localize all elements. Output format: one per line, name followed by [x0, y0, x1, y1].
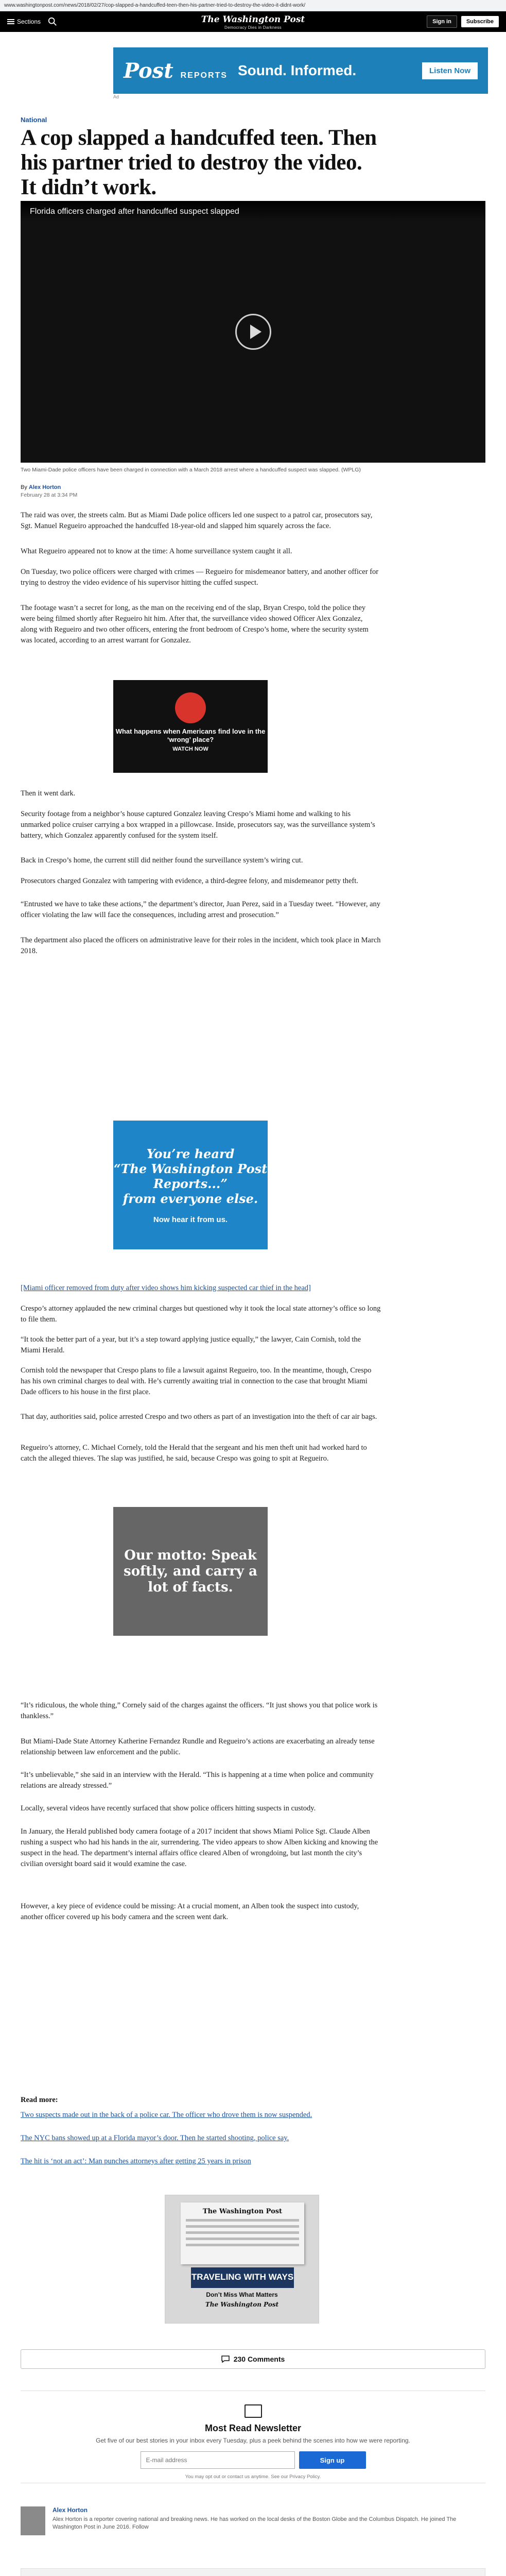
main-video-player[interactable] — [21, 201, 485, 463]
ad-text: Our motto: Speak softly, and carry a lot of facts. — [124, 1547, 257, 1595]
newsletter-signup-button[interactable]: Sign up — [299, 2451, 366, 2469]
top-banner-ad[interactable] — [113, 47, 488, 94]
envelope-icon — [245, 2404, 262, 2418]
watch-now-link[interactable]: WATCH NOW — [172, 746, 208, 752]
paragraph: The footage wasn’t a secret for long, as the man on the receiving end of the slap, Bryan Crespo, told the police they were being filmed shortly after Regueiro hit him. After that, the surveillance video showed Officer Alex Gonzalez, along with Regueiro and two other officers, entering the front bedroom of Crespo’s home, where the security system was located, according to an arrest warrant for Gonzalez. — [21, 604, 369, 645]
ad-copy: Sound. Informed. — [237, 62, 357, 78]
site-header — [0, 11, 506, 32]
read-more-link-text[interactable]: Two suspects made out in the back of a police car. The officer who drove them is now suspended. — [21, 2111, 312, 2119]
ad-logo-suffix: REPORTS — [180, 71, 228, 80]
read-more-link[interactable] — [21, 2156, 381, 2167]
inline-video-title: What happens when Americans find love in the ‘wrong’ place? — [115, 727, 266, 743]
article-headline: A cop slapped a handcuffed teen. Then his partner tried to destroy the video. It didn’t work. — [21, 126, 377, 199]
author-bio — [21, 2506, 485, 2548]
inline-video-promo[interactable] — [113, 680, 268, 773]
browser-address-bar[interactable] — [0, 0, 506, 11]
ad-line: “The Washington Post Reports...” — [113, 1161, 268, 1191]
ad-cta[interactable]: Now hear it from us. — [153, 1215, 228, 1224]
paper-masthead: The Washington Post — [202, 2208, 283, 2215]
paragraph: However, a key piece of evidence could be missing: At a crucial moment, an Alben took the suspect into custody, another officer covered up his body camera and the screen went dark. — [21, 1902, 359, 1921]
newspaper-image — [181, 2202, 304, 2264]
paragraph: Crespo’s attorney applauded the new criminal charges but questioned why it took the local state attorney’s office so long to file them. — [21, 1304, 381, 1324]
paragraph: But Miami-Dade State Attorney Katherine Fernandez Rundle and Regueiro’s actions are exacerbating an already tense relationship between law enforcement and the public. — [21, 1737, 375, 1756]
sections-label: Sections — [17, 18, 41, 25]
byline-prefix: By — [21, 484, 27, 490]
house-ad-blue[interactable] — [113, 1121, 268, 1249]
paragraph: Then it went dark. — [21, 789, 76, 798]
comments-label: 230 Comments — [233, 2355, 285, 2363]
author-bio-text: Alex Horton is a reporter covering national and breaking news. He has worked on the local desks of the Boston Globe and the Columbus Dispatch. He joined The Washington Post in June 2016. Follow — [53, 2516, 457, 2530]
subscription-support-box — [21, 2568, 485, 2576]
tagline: Democracy Dies in Darkness — [224, 25, 282, 30]
author-photo — [21, 2506, 45, 2535]
paragraph: “It’s ridiculous, the whole thing,” Cornely said of the charges against the officers. “It just shows you that police work is thankless.” — [21, 1701, 378, 1720]
promo-brand: The Washington Post — [205, 2301, 279, 2308]
sections-button[interactable] — [7, 18, 41, 25]
video-title: Florida officers charged after handcuffed suspect slapped — [21, 201, 485, 222]
read-more-heading: Read more: — [21, 2096, 58, 2104]
comments-button[interactable] — [21, 2349, 485, 2369]
paragraph: Back in Crespo’s home, the current still did neither found the surveillance system’s wiring cut. — [21, 856, 303, 865]
email-field[interactable] — [141, 2451, 295, 2469]
read-more-link-text[interactable]: The hit is ‘not an act’: Man punches attorneys after getting 25 years in prison — [21, 2157, 251, 2165]
promo-band: TRAVELING WITH WAYS — [191, 2267, 294, 2288]
video-caption: Two Miami-Dade police officers have been charged in connection with a March 2018 arrest where a handcuffed suspect was slapped. (WPLG) — [21, 467, 361, 473]
ad-logo — [124, 59, 228, 83]
search-icon[interactable] — [48, 17, 57, 26]
related-link[interactable] — [21, 1283, 381, 1294]
ad-logo-word: Post — [124, 58, 173, 83]
ad-line: You’re heard — [146, 1146, 235, 1161]
paragraph: Locally, several videos have recently surfaced that show police officers hitting suspects in custody. — [21, 1804, 316, 1812]
read-more-link[interactable] — [21, 2133, 381, 2144]
paragraph: Cornish told the newspaper that Crespo plans to file a lawsuit against Regueiro, too. In the meantime, though, Crespo has his own criminal charges to deal with. He’s currently awaiting trial in connection to the case that brought Miami Dade officers to his house in the first place. — [21, 1366, 372, 1396]
paragraph: Regueiro’s attorney, C. Michael Cornely, told the Herald that the sergeant and his men theft unit had worked hard to catch the alleged thieves. The slap was justified, he said, because Crespo was going to spit at Regueiro. — [21, 1444, 367, 1463]
paragraph: What Regueiro appeared not to know at the time: A home surveillance system caught it all. — [21, 547, 292, 555]
paragraph: Security footage from a neighbor’s house captured Gonzalez leaving Crespo’s Miami home and walking to his unmarked police cruiser carrying a box wrapped in a pillowcase. Inside, prosecutors say, was the surveillance system’s battery, which Gonzalez apparently confused for the system itself. — [21, 810, 375, 840]
subscribe-button[interactable]: Subscribe — [461, 16, 499, 27]
paragraph: The department also placed the officers on administrative leave for their roles in the incident, which took place in March 2018. — [21, 936, 381, 955]
url-text[interactable]: www.washingtonpost.com/news/2018/02/27/cop-slapped-a-handcuffed-teen-then-his-partner-tried-to-destroy-the-video-it-didnt-work/ — [4, 3, 306, 8]
ad-listen-button[interactable]: Listen Now — [422, 62, 478, 79]
ad-label: Ad — [113, 94, 119, 99]
paragraph: Prosecutors charged Gonzalez with tampering with evidence, a third-degree felony, and misdemeanor petty theft. — [21, 877, 358, 885]
paragraph: “It took the better part of a year, but it’s a step toward applying justice equally,” the lawyer, Cain Cornish, told the Miami Herald. — [21, 1335, 361, 1354]
comment-icon — [221, 2355, 230, 2363]
read-more-link-text[interactable]: The NYC bans showed up at a Florida mayor’s door. Then he started shooting, police say. — [21, 2134, 289, 2142]
paragraph: “It’s unbelievable,” she said in an interview with the Herald. “This is happening at a time when police and community relations are already stressed.” — [21, 1771, 374, 1790]
read-more-link[interactable] — [21, 2110, 381, 2121]
author-link[interactable]: Alex Horton — [28, 484, 61, 490]
newsletter-description: Get five of our best stories in your inbox every Tuesday, plus a peek behind the scenes into how we were reporting. — [96, 2437, 410, 2444]
paragraph: That day, authorities said, police arrested Crespo and two others as part of an investigation into the theft of car air bags. — [21, 1413, 377, 1421]
ad-line: from everyone else. — [123, 1191, 258, 1206]
publish-date: February 28 at 3:34 PM — [21, 492, 78, 498]
house-ad-grey[interactable] — [113, 1507, 268, 1636]
author-name-link[interactable]: Alex Horton — [53, 2506, 88, 2514]
section-kicker[interactable]: National — [21, 116, 47, 124]
byline — [21, 484, 381, 490]
sign-in-button[interactable]: Sign in — [427, 15, 457, 28]
related-link-text[interactable]: [Miami officer removed from duty after video shows him kicking suspected car thief in the head] — [21, 1284, 311, 1292]
paragraph: In January, the Herald published body camera footage of a 2017 incident that shows Miami Police Sgt. Claude Alben rushing a suspect who had his hands in the air, surrendering. The video appears to show Alben kicking and knowing the suspect in the head. The department’s internal affairs office cleared Alben of wrongdoing, but last month the city’s civilian oversight board said it would examine the case. — [21, 1827, 378, 1868]
play-icon[interactable] — [235, 314, 271, 350]
play-icon — [175, 692, 206, 723]
logo-text: The Washington Post — [201, 14, 305, 25]
paragraph: On Tuesday, two police officers were charged with crimes — Regueiro for misdemeanor battery, and another officer for trying to destroy the video evidence of his supervisor hitting the cuffed suspect. — [21, 568, 379, 587]
paragraph: “Entrusted we have to take these actions,” the department’s director, Juan Perez, said in a Tuesday tweet. “However, any officer violating the law will face the consequences, including arrest and prosecution.” — [21, 900, 381, 919]
newspaper-promo-ad[interactable] — [165, 2195, 319, 2324]
newsletter-title: Most Read Newsletter — [204, 2423, 302, 2433]
paragraph: The raid was over, the streets calm. But as Miami Dade police officers led one suspect to a patrol car, prosecutors say, Sgt. Manuel Regueiro approached the handcuffed 18-year-old and slapped him squarely across the face. — [21, 511, 373, 530]
hamburger-icon — [7, 18, 14, 25]
promo-sub: Don’t Miss What Matters — [206, 2291, 278, 2298]
newsletter-signup — [21, 2391, 485, 2483]
newsletter-fine-print: You may opt out or contact us anytime. See our Privacy Policy. — [185, 2474, 321, 2480]
